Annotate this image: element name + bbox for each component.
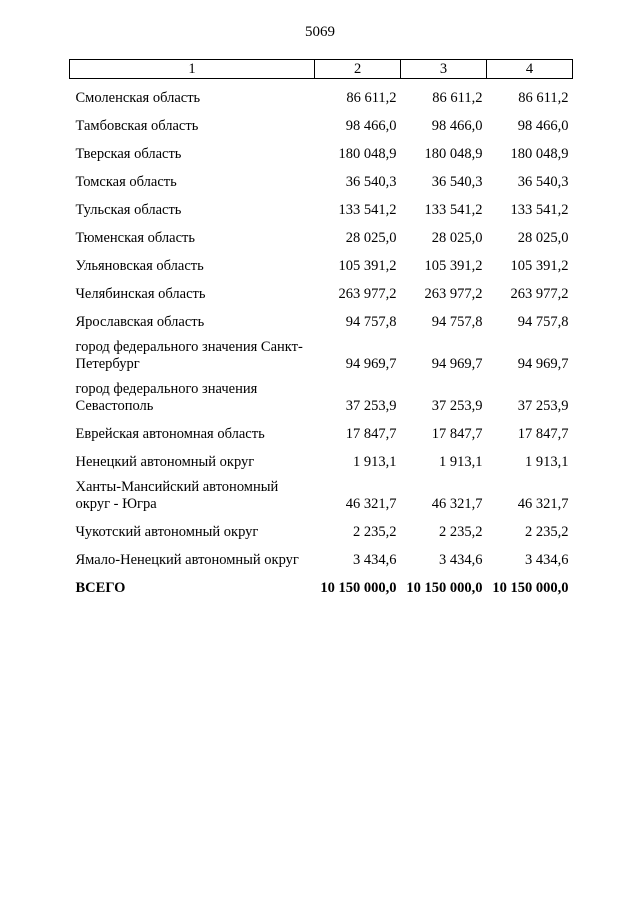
total-col-2: 10 150 000,0 [320, 580, 397, 596]
value-col-3: 180 048,9 [424, 146, 483, 162]
table-row [70, 443, 573, 471]
value-col-3: 46 321,7 [431, 496, 483, 512]
value-col-2: 3 434,6 [353, 552, 397, 568]
value-col-2: 36 540,3 [345, 174, 397, 190]
column-header-1: 1 [70, 60, 315, 79]
table-row [70, 415, 573, 443]
value-col-3: 36 540,3 [431, 174, 483, 190]
column-header-3: 3 [401, 60, 487, 79]
region-name: Ханты-Мансийский автономный округ - Югра [75, 479, 279, 512]
value-col-4: 36 540,3 [517, 174, 569, 190]
value-col-4: 3 434,6 [525, 552, 569, 568]
region-name: город федерального значения Санкт-Петербург [75, 339, 303, 372]
region-name: Челябинская область [75, 286, 206, 302]
value-col-4: 17 847,7 [517, 426, 569, 442]
value-col-3: 133 541,2 [424, 202, 483, 218]
value-col-2: 28 025,0 [345, 230, 397, 246]
total-row [70, 569, 573, 597]
region-name: Тюменская область [75, 230, 195, 246]
value-col-3: 17 847,7 [431, 426, 483, 442]
table-header [70, 60, 573, 79]
value-col-2: 263 977,2 [338, 286, 397, 302]
table-row [70, 191, 573, 219]
value-col-3: 263 977,2 [424, 286, 483, 302]
value-col-3: 1 913,1 [439, 454, 483, 470]
region-name: Ярославская область [75, 314, 205, 330]
total-col-3: 10 150 000,0 [406, 580, 483, 596]
value-col-4: 37 253,9 [517, 398, 569, 414]
table-row [70, 471, 573, 513]
region-name: Ульяновская область [75, 258, 204, 274]
table-row [70, 247, 573, 275]
region-name: город федерального значения Севастополь [75, 381, 258, 414]
table-row [70, 163, 573, 191]
table-row [70, 331, 573, 373]
value-col-2: 98 466,0 [345, 118, 397, 134]
region-name: Тульская область [75, 202, 182, 218]
total-label: ВСЕГО [75, 580, 126, 596]
budget-table [69, 59, 573, 597]
value-col-3: 94 757,8 [431, 314, 483, 330]
table-row [70, 541, 573, 569]
value-col-2: 86 611,2 [346, 90, 397, 106]
value-col-4: 86 611,2 [518, 90, 569, 106]
value-col-2: 94 969,7 [345, 356, 397, 372]
value-col-4: 94 757,8 [517, 314, 569, 330]
value-col-4: 263 977,2 [510, 286, 569, 302]
table-row [70, 303, 573, 331]
region-name: Томская область [75, 174, 177, 190]
table-row [70, 79, 573, 108]
region-name: Тамбовская область [75, 118, 199, 134]
region-name: Ямало-Ненецкий автономный округ [75, 552, 299, 568]
value-col-4: 2 235,2 [525, 524, 569, 540]
table-row [70, 275, 573, 303]
value-col-2: 37 253,9 [345, 398, 397, 414]
value-col-2: 133 541,2 [338, 202, 397, 218]
page-number: 5069 [305, 24, 335, 40]
value-col-2: 17 847,7 [345, 426, 397, 442]
region-name: Тверская область [75, 146, 182, 162]
region-name: Смоленская область [75, 90, 201, 106]
region-name: Чукотский автономный округ [75, 524, 259, 540]
table-row [70, 135, 573, 163]
value-col-2: 2 235,2 [353, 524, 397, 540]
value-col-3: 98 466,0 [431, 118, 483, 134]
column-header-4: 4 [487, 60, 573, 79]
value-col-4: 28 025,0 [517, 230, 569, 246]
value-col-4: 1 913,1 [525, 454, 569, 470]
column-header-2: 2 [315, 60, 401, 79]
table-row [70, 373, 573, 415]
table-row [70, 219, 573, 247]
value-col-3: 94 969,7 [431, 356, 483, 372]
value-col-3: 28 025,0 [431, 230, 483, 246]
value-col-2: 94 757,8 [345, 314, 397, 330]
value-col-4: 180 048,9 [510, 146, 569, 162]
value-col-3: 105 391,2 [424, 258, 483, 274]
value-col-4: 98 466,0 [517, 118, 569, 134]
region-name: Ненецкий автономный округ [75, 454, 255, 470]
value-col-4: 105 391,2 [510, 258, 569, 274]
value-col-3: 37 253,9 [431, 398, 483, 414]
value-col-3: 86 611,2 [432, 90, 483, 106]
table-row [70, 107, 573, 135]
value-col-2: 180 048,9 [338, 146, 397, 162]
region-name: Еврейская автономная область [75, 426, 265, 442]
table-row [70, 513, 573, 541]
value-col-2: 1 913,1 [353, 454, 397, 470]
value-col-2: 105 391,2 [338, 258, 397, 274]
value-col-4: 46 321,7 [517, 496, 569, 512]
total-col-4: 10 150 000,0 [492, 580, 569, 596]
value-col-3: 3 434,6 [439, 552, 483, 568]
value-col-3: 2 235,2 [439, 524, 483, 540]
value-col-4: 94 969,7 [517, 356, 569, 372]
value-col-4: 133 541,2 [510, 202, 569, 218]
value-col-2: 46 321,7 [345, 496, 397, 512]
